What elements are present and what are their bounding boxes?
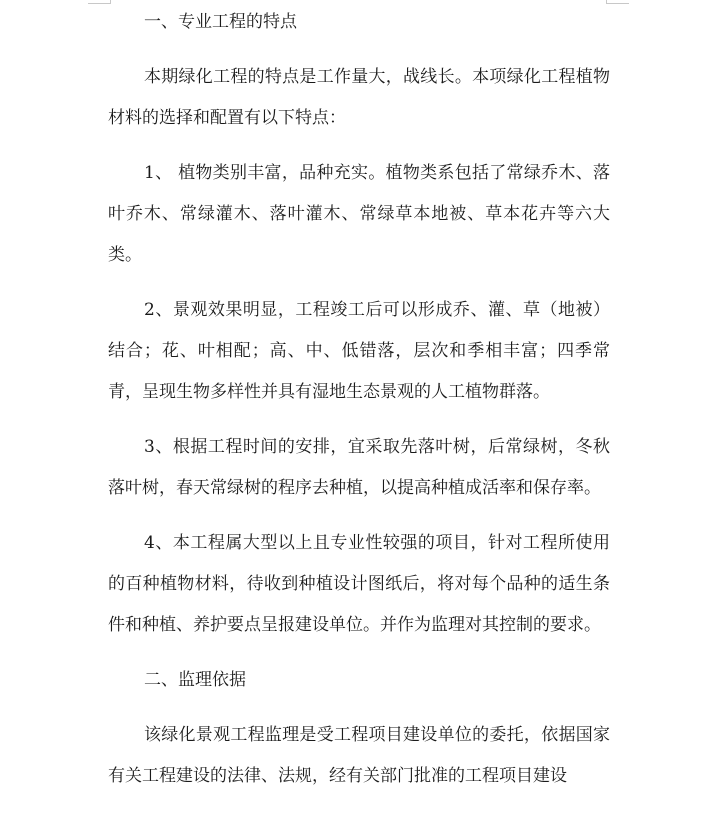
list-item-4-paragraph: 4、本工程属大型以上且专业性较强的项目，针对工程所使用的百种植物材料，待收到种植设计图纸后，将对每个品种的适生条件和种植、养护要点呈报建设单位。并作为监理对其控制的要求。 <box>108 533 610 635</box>
list-item-2-paragraph: 2、景观效果明显，工程竣工后可以形成乔、灌、草（地被）结合；花、叶相配；高、中、低错落，层次和季相丰富；四季常青，呈现生物多样性并具有湿地生态景观的人工植物群落。 <box>108 300 610 402</box>
document-body <box>108 0 610 797</box>
list-item-1-paragraph: 1、 植物类别丰富，品种充实。植物类系包括了常绿乔木、落叶乔木、常绿灌木、落叶灌木、常绿草本地被、草本花卉等六大类。 <box>108 163 610 265</box>
section-heading-1: 一、专业工程的特点 <box>144 12 297 32</box>
list-item-3-paragraph: 3、根据工程时间的安排，宜采取先落叶树，后常绿树，冬秋落叶树，春天常绿树的程序去种植，以提高种植成活率和保存率。 <box>108 437 610 498</box>
section-2-intro-paragraph: 该绿化景观工程监理是受工程项目建设单位的委托，依据国家有关工程建设的法律、法规，经有关部门批准的工程项目建设 <box>108 725 610 786</box>
section-heading-2: 二、监理依据 <box>144 670 246 690</box>
section-1-intro-paragraph: 本期绿化工程的特点是工作量大，战线长。本项绿化工程植物材料的选择和配置有以下特点： <box>108 67 610 128</box>
